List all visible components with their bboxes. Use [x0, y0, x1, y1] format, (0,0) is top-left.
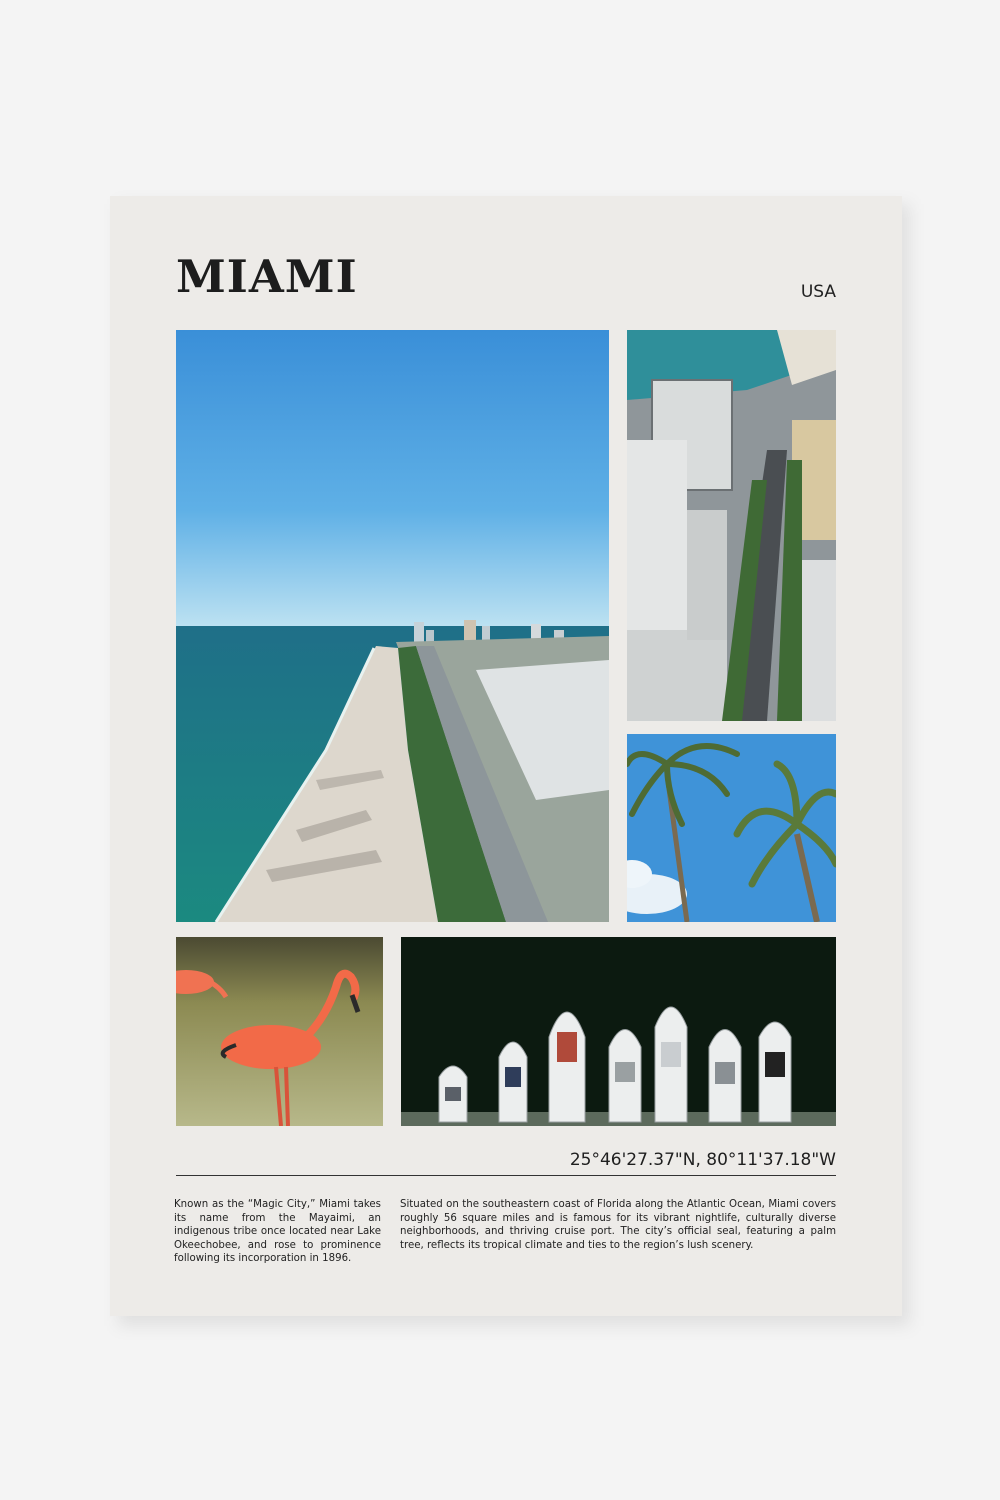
poster — [110, 196, 902, 1316]
country-label: USA — [800, 282, 836, 302]
description-paragraph-2: Situated on the southeastern coast of Florida along the Atlantic Ocean, Miami covers roughly 56 square miles and is famous for its vibrant nightlife, culturally diverse neighborhoods, and thriving cruise port. The city’s official seal, featuring a palm tree, reflects its tropical climate and ties to the region’s lush scenery. — [400, 1199, 836, 1251]
flamingo-photo — [176, 937, 383, 1126]
divider-rule — [176, 1175, 836, 1176]
palm-trees-photo — [627, 734, 836, 922]
poster-title: MIAMI — [176, 250, 358, 303]
city-street-photo — [627, 330, 836, 721]
coordinates: 25°46'27.37"N, 80°11'37.18"W — [569, 1150, 836, 1170]
yachts-marina-photo — [401, 937, 836, 1126]
beach-aerial-photo — [176, 330, 609, 922]
description-paragraph-1: Known as the “Magic City,” Miami takes its name from the Mayaimi, an indigenous tribe once located near Lake Okeechobee, and rose to prominence following its incorporation in 1896. — [174, 1199, 381, 1264]
